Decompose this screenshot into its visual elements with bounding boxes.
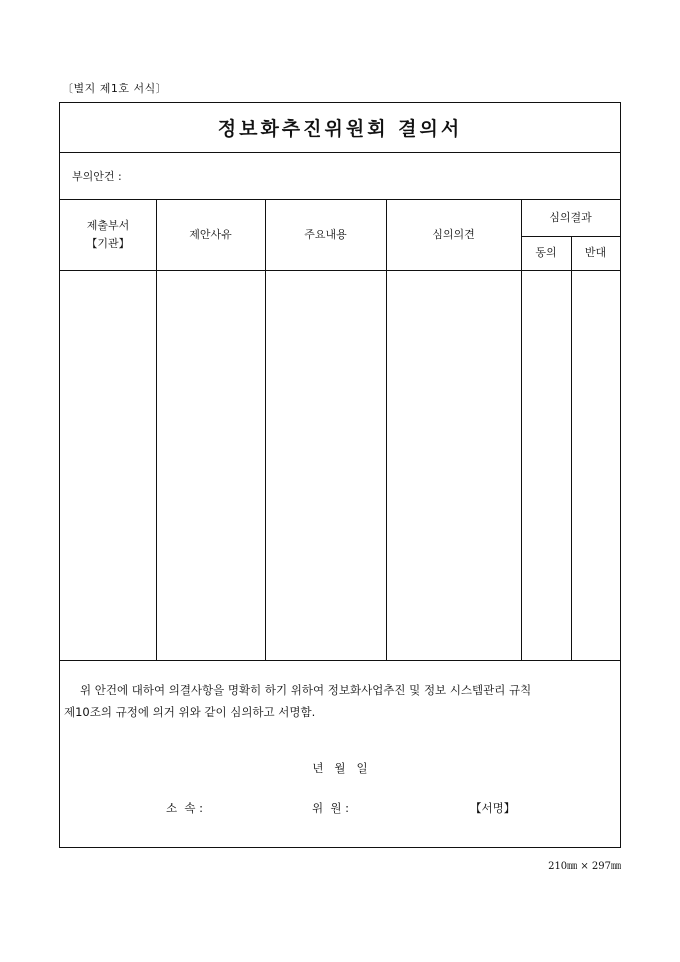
statement-line-2: 제10조의 규정에 의거 위와 같이 심의하고 서명함. (64, 705, 316, 719)
form-number-label: 〔별지 제1호 서식〕 (62, 82, 168, 95)
review-table (60, 200, 620, 661)
header-agency-label: 【기관】 (86, 237, 130, 250)
header-bottom-line (60, 270, 620, 271)
signature-field: 【서명】 (470, 801, 516, 815)
header-review-result: 심의결과 (549, 211, 592, 224)
date-line: 년 월 일 (312, 761, 368, 775)
form-title: 정보화추진위원회 결의서 (217, 118, 463, 140)
header-oppose: 반대 (584, 246, 607, 259)
affiliation-field: 소 속 : (166, 801, 204, 815)
agenda-row (60, 153, 620, 200)
statement-line-1: 위 안건에 대하여 의결사항을 명확히 하기 위하여 정보화사업추진 및 정보 시스템관리 규칙 (80, 683, 532, 697)
resolution-statement (64, 679, 618, 723)
header-review-opinion: 심의의견 (432, 228, 475, 241)
header-proposal-reason: 제안사유 (189, 228, 232, 241)
header-main-content: 주요내용 (304, 228, 347, 241)
title-row (60, 103, 620, 153)
header-submitting-dept-label: 제출부서 (86, 219, 130, 232)
table-divider (571, 236, 572, 660)
agenda-label: 부의안건 : (72, 170, 122, 183)
header-submitting-dept (60, 200, 156, 270)
header-agree: 동의 (535, 246, 557, 259)
paper-size-note: 210㎜ × 297㎜ (548, 861, 621, 872)
resolution-form (59, 102, 621, 848)
member-field: 위 원 : (312, 801, 350, 815)
